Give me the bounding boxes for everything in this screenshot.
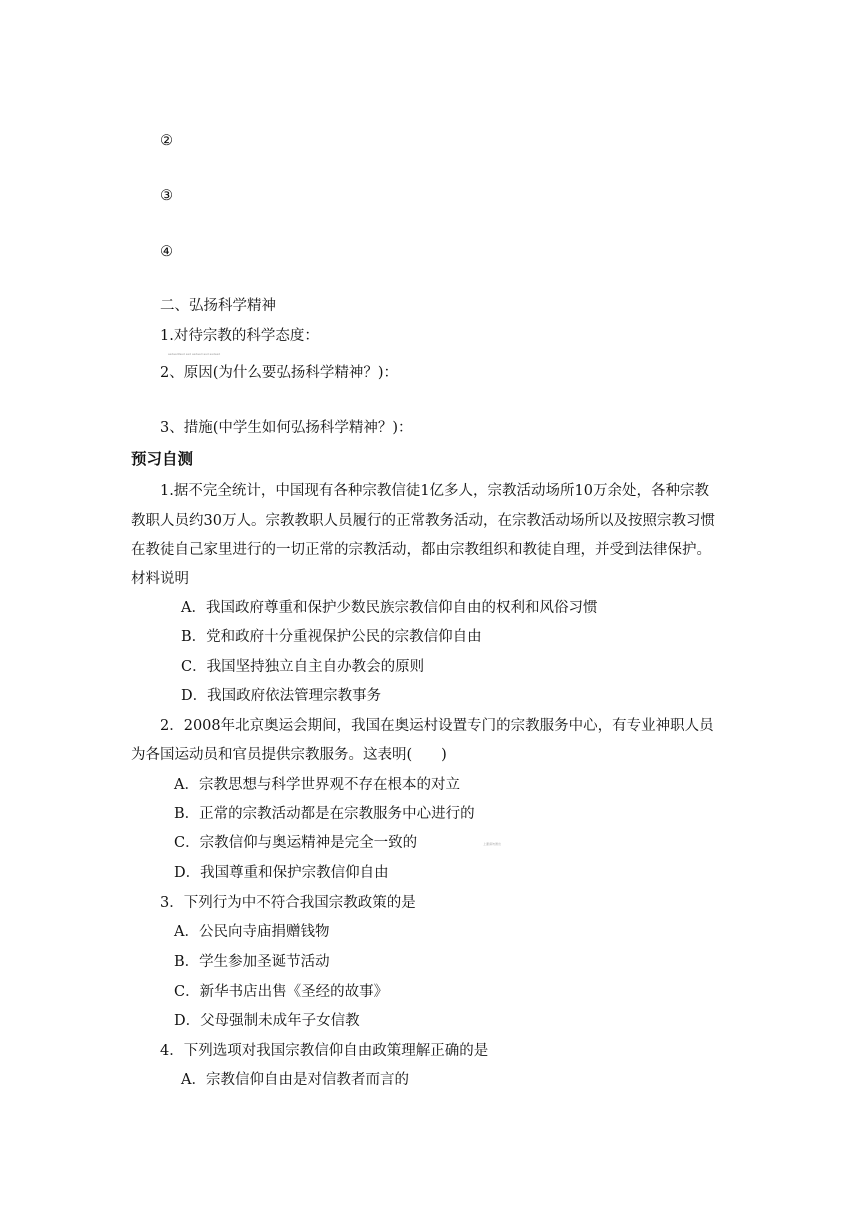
q1-option-c: C．我国坚持独立自主自办教会的原则 — [181, 659, 425, 675]
marker-4: ④ — [160, 244, 173, 260]
q1-line-2: 教职人员约30万人。宗教教职人员履行的正常教务活动，在宗教活动场所以及按照宗教习惯 — [131, 513, 715, 529]
section-question-2: 2、原因(为什么要弘扬科学精神？)： — [160, 365, 399, 381]
q3-option-c: C．新华书店出售《圣经的故事》 — [174, 984, 389, 1000]
q2-line-2: 为各国运动员和官员提供宗教服务。这表明( ) — [131, 747, 447, 763]
q1-option-d: D．我国政府依法管理宗教事务 — [181, 688, 382, 704]
q2-option-b: B．正常的宗教活动都是在宗教服务中心进行的 — [174, 806, 475, 822]
q3-option-d: D．父母强制未成年子女信教 — [174, 1013, 360, 1029]
q1-line-3: 在教徒自己家里进行的一切正常的宗教活动，都由宗教组织和教徒自理，并受到法律保护。 — [131, 542, 711, 558]
preview-title: 预习自测 — [131, 450, 194, 468]
faint-mark: asdasdfasd asd asdasd asd asdasd — [168, 352, 221, 356]
q3-option-a: A．公民向寺庙捐赠钱物 — [174, 924, 330, 940]
q1-option-b: B．党和政府十分重视保护公民的宗教信仰自由 — [181, 629, 482, 645]
q2-line-1: 2．2008年北京奥运会期间，我国在奥运村设置专门的宗教服务中心，有专业神职人员 — [160, 718, 714, 734]
marker-2: ② — [160, 133, 173, 149]
q3-option-b: B．学生参加圣诞节活动 — [174, 954, 330, 970]
faint-mark: 上课请勿滑出 — [483, 842, 502, 846]
q1-option-a: A．我国政府尊重和保护少数民族宗教信仰自由的权利和风俗习惯 — [181, 600, 598, 616]
q4-line-1: 4．下列选项对我国宗教信仰自由政策理解正确的是 — [160, 1043, 489, 1059]
marker-3: ③ — [160, 188, 173, 204]
q4-option-a: A．宗教信仰自由是对信教者而言的 — [181, 1072, 409, 1088]
q3-line-1: 3．下列行为中不符合我国宗教政策的是 — [160, 895, 416, 911]
q1-line-4: 材料说明 — [131, 571, 189, 587]
q2-option-d: D．我国尊重和保护宗教信仰自由 — [174, 865, 389, 881]
q2-option-a: A．宗教思想与科学世界观不存在根本的对立 — [174, 777, 460, 793]
section-title: 二、弘扬科学精神 — [160, 298, 276, 314]
section-question-3: 3、措施(中学生如何弘扬科学精神？)： — [160, 420, 413, 436]
q1-line-1: 1.据不完全统计，中国现有各种宗教信徒1亿多人，宗教活动场所10万余处，各种宗教 — [160, 483, 710, 499]
section-question-1: 1.对待宗教的科学态度： — [160, 328, 319, 344]
q2-option-c: C．宗教信仰与奥运精神是完全一致的 — [174, 835, 418, 851]
